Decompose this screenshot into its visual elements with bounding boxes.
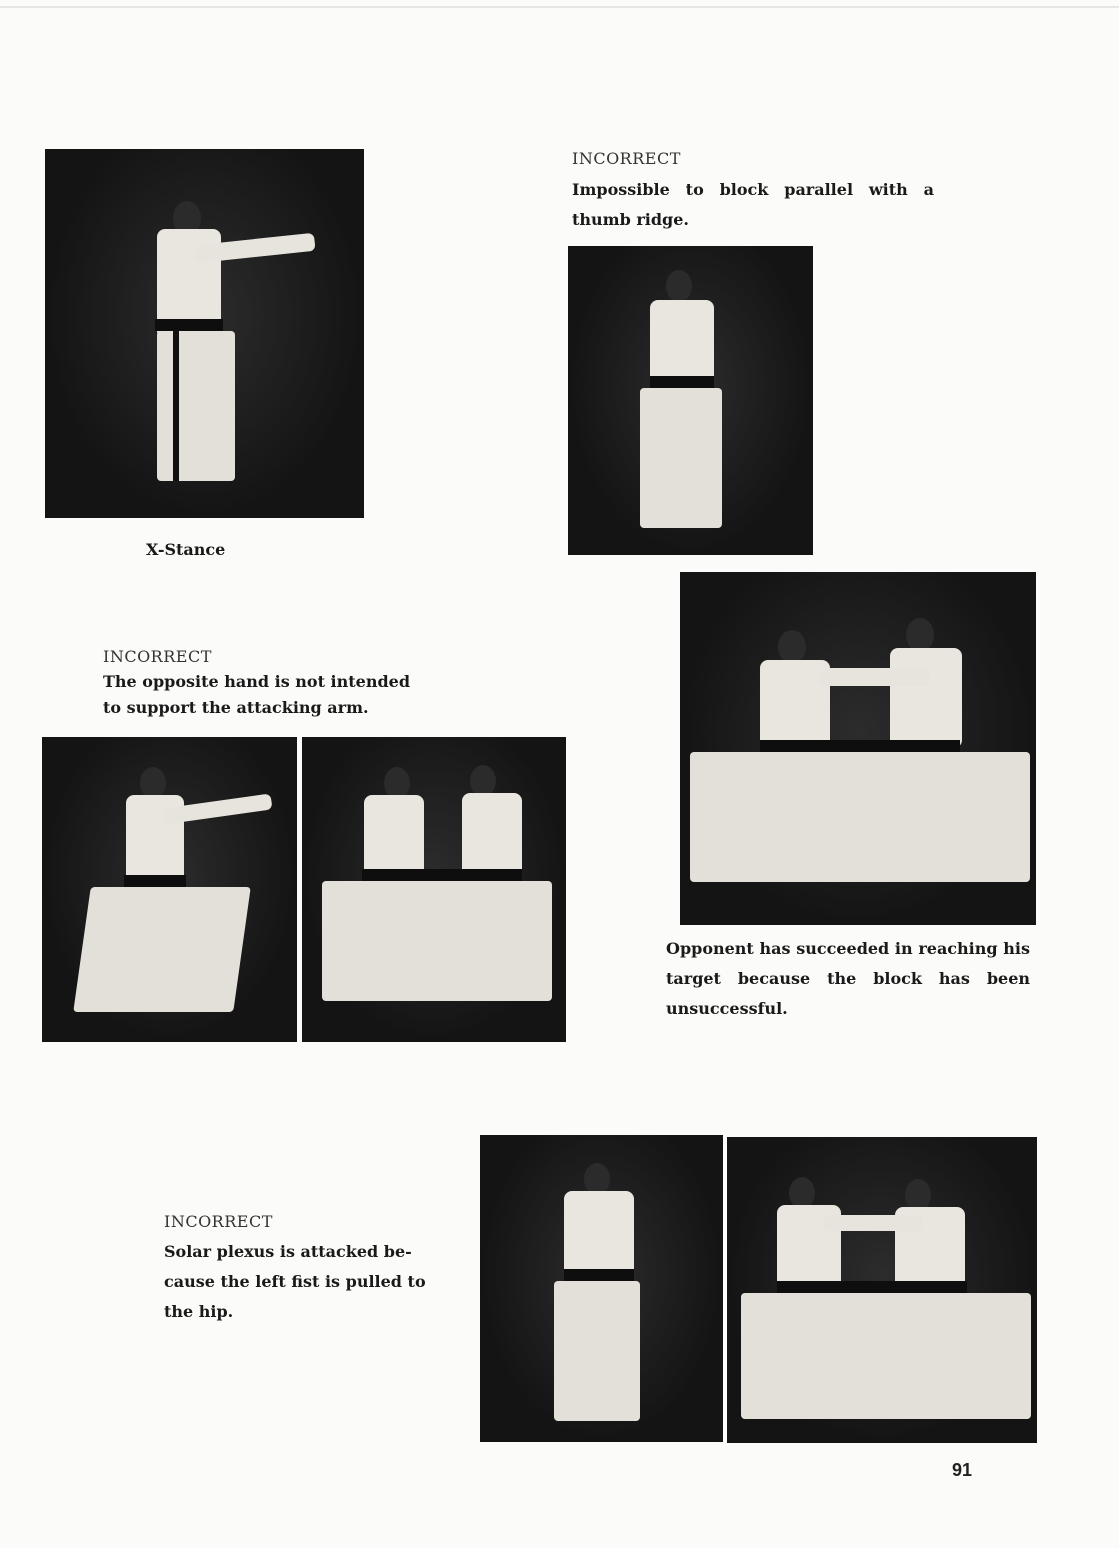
label-incorrect-thumb-ridge: INCORRECT — [572, 149, 681, 168]
figure-belt — [777, 1281, 967, 1293]
caption-solar-plexus-line2: cause the left fist is pulled to — [164, 1272, 426, 1291]
figure-belt — [155, 319, 223, 331]
figure-head — [778, 630, 806, 664]
figure-head — [666, 270, 692, 302]
photo-solar-plexus-1 — [480, 1135, 723, 1442]
photo-opponent-succeeded — [680, 572, 1036, 925]
photo-opposite-hand-1 — [42, 737, 297, 1042]
figure-leg — [640, 388, 722, 528]
figure-belt — [124, 875, 186, 887]
figure-belt — [564, 1269, 634, 1281]
figure-belt — [650, 376, 714, 388]
figure-leg — [157, 331, 235, 481]
label-incorrect-solar-plexus: INCORRECT — [164, 1212, 273, 1231]
figure-leg — [690, 752, 1030, 882]
figure-leg — [73, 887, 251, 1012]
caption-thumb-ridge: Impossible to block parallel with a thumb ridge. — [572, 180, 934, 229]
photo-solar-plexus-2 — [727, 1137, 1037, 1443]
page-number: 91 — [952, 1460, 973, 1480]
caption-x-stance: X-Stance — [146, 540, 226, 559]
figure-leg — [741, 1293, 1031, 1419]
figure-belt — [760, 740, 960, 752]
page-top-edge — [0, 6, 1119, 8]
figure-torso — [890, 648, 962, 748]
label-incorrect-opposite-hand: INCORRECT — [103, 647, 212, 666]
photo-thumb-ridge — [568, 246, 813, 555]
caption-opposite-hand-line2: to support the attacking arm. — [103, 698, 369, 717]
caption-opposite-hand-line1: The opposite hand is not intended — [103, 672, 411, 691]
figure-leg — [322, 881, 552, 1001]
figure-belt — [362, 869, 522, 881]
figure-arm — [820, 668, 930, 686]
caption-opponent-succeeded: Opponent has succeeded in reaching his target because the block has been unsuccessful. — [666, 939, 1030, 1018]
figure-leg — [554, 1281, 640, 1421]
photo-opposite-hand-2 — [302, 737, 566, 1042]
photo-x-stance — [45, 149, 364, 518]
caption-solar-plexus-line3: the hip. — [164, 1302, 234, 1321]
figure-arm — [823, 1215, 923, 1231]
figure-pant-stripe — [173, 331, 179, 481]
caption-solar-plexus-line1: Solar plexus is attacked be- — [164, 1242, 412, 1261]
figure-head — [906, 618, 934, 652]
